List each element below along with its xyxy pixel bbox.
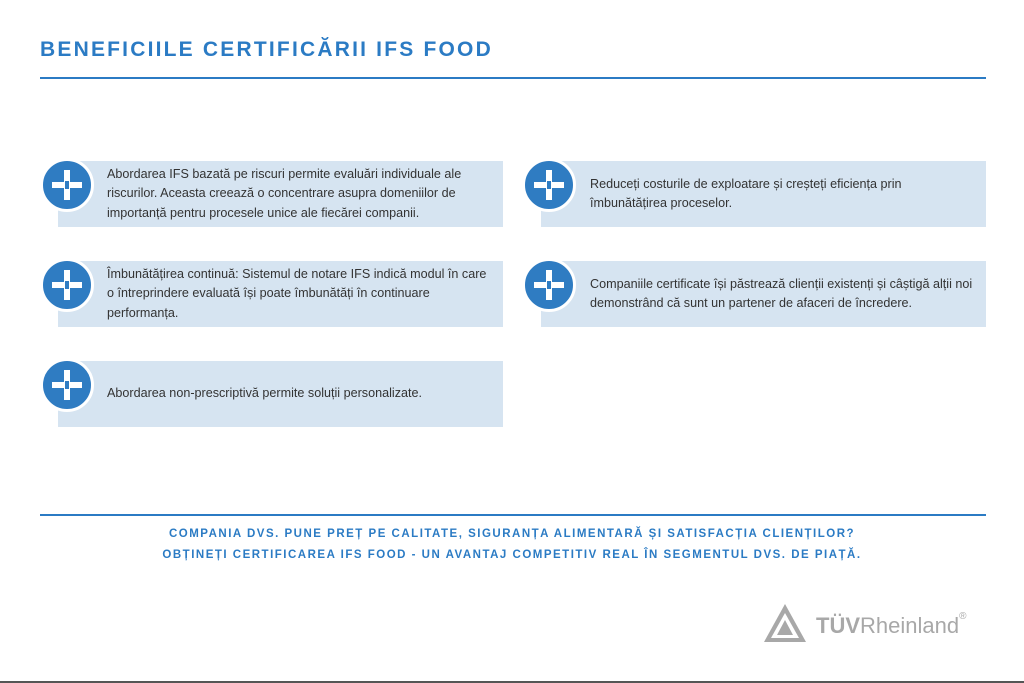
plus-circle-icon xyxy=(40,258,94,312)
benefit-card-2 xyxy=(541,161,986,227)
logo-wordmark: TÜVRheinland® xyxy=(816,611,967,638)
plus-circle-icon xyxy=(40,358,94,412)
page-title: BENEFICIILE CERTIFICĂRII IFS FOOD xyxy=(40,38,493,61)
benefit-text: Abordarea IFS bazată pe riscuri permite evaluări individuale ale riscurilor. Aceasta creează o concentrare asupra domeniilor de importanță pentru procesele unice ale fiecărei companii. xyxy=(107,166,462,220)
benefit-text: Abordarea non-prescriptivă permite soluții personalizate. xyxy=(107,386,423,401)
benefit-text: Îmbunătățirea continuă: Sistemul de notare IFS indică modul în care o întreprindere evaluată își poate îmbunătăți în continuare performanța. xyxy=(107,266,487,320)
title-divider xyxy=(40,77,986,79)
benefit-card-5 xyxy=(58,361,503,427)
plus-circle-icon xyxy=(522,258,576,312)
plus-circle-icon xyxy=(522,158,576,212)
plus-circle-icon xyxy=(40,158,94,212)
cta-line-1: COMPANIA DVS. PUNE PREȚ PE CALITATE, SIGURANȚA ALIMENTARĂ ȘI SATISFACȚIA CLIENȚILOR? xyxy=(168,528,856,540)
benefit-card-4 xyxy=(541,261,986,327)
benefit-text: Companiile certificate își păstrează clienții existenți și câștigă alții noi demonstrând că sunt un partener de afaceri de încredere. xyxy=(590,276,973,310)
cta-line-2: OBȚINEȚI CERTIFICAREA IFS FOOD - UN AVANTAJ COMPETITIV REAL ÎN SEGMENTUL DVS. DE PIAȚĂ. xyxy=(162,549,862,561)
cta-divider xyxy=(40,514,986,516)
tuv-triangle-icon xyxy=(762,602,808,644)
benefit-text: Reduceți costurile de exploatare și creșteți eficiența prin îmbunătățirea proceselor. xyxy=(590,176,902,210)
benefit-card-3 xyxy=(58,261,503,327)
benefit-card-1 xyxy=(58,161,503,227)
